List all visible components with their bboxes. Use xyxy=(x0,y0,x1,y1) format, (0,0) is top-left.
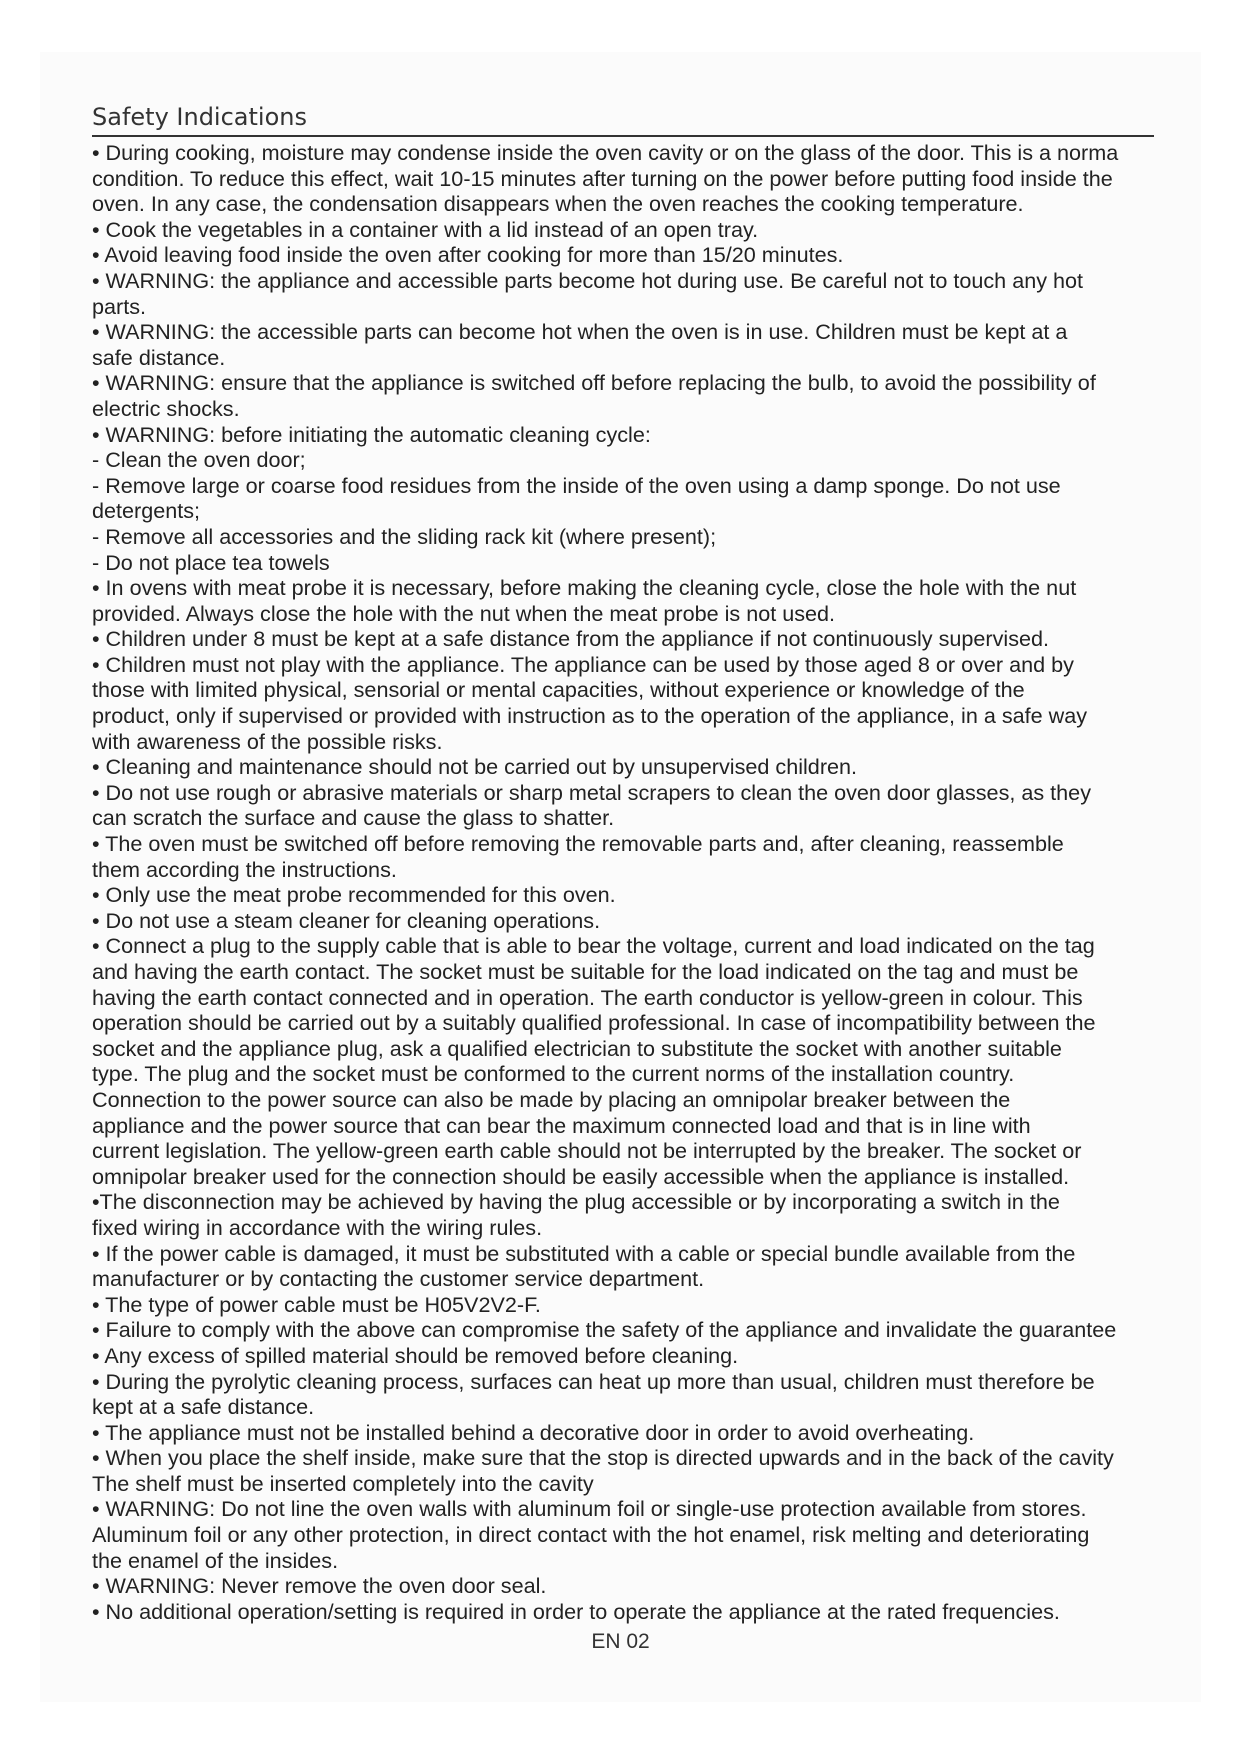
safety-item: • Do not use rough or abrasive materials or sharp metal scrapers to clean the oven door glasses, as they can scratch the surface and cause the glass to shatter. xyxy=(92,779,1091,831)
safety-item: • WARNING: the accessible parts can become hot when the oven is in use. Children must be kept at a safe distance. xyxy=(92,319,1068,370)
safety-item: • During the pyrolytic cleaning process, surfaces can heat up more than usual, children must therefore be kept at a safe distance. xyxy=(92,1368,1095,1420)
safety-item: •The disconnection may be achieved by having the plug accessible or by incorporating a switch in the fixed wiring in accordance with the wiring rules. xyxy=(92,1189,1060,1240)
safety-item: • The appliance must not be installed behind a decorative door in order to avoid overheating. xyxy=(92,1419,975,1445)
safety-item: - Remove all accessories and the sliding rack kit (where present); xyxy=(92,523,717,549)
page-number: EN 02 xyxy=(591,1630,650,1653)
safety-item: • Only use the meat probe recommended for this oven. xyxy=(92,882,616,908)
safety-item: • WARNING: the appliance and accessible parts become hot during use. Be careful not to touch any hot parts. xyxy=(92,267,1084,319)
safety-item: • WARNING: Never remove the oven door seal. xyxy=(92,1573,547,1599)
safety-item: • Connect a plug to the supply cable that is able to bear the voltage, current and load indicated on the tag and having the earth contact. The socket must be suitable for the load indicated on the tag and must be having the earth contact connected and in operation. The earth conductor is yellow-green in colour. This operation should be carried out by a suitably qualified professional. In case of incompatibility between the socket and the appliance plug, ask a qualified electrician to substitute the socket with another suitable type. The plug and the socket must be conformed to the current norms of the installation country. Connection to the power source can also be made by placing an omnipolar breaker between the appliance and the power source that can bear the maximum connected load and that is in line with current legislation. The yellow-green earth cable should not be interrupted by the breaker. The socket or omnipolar breaker used for the connection should be easily accessible when the appliance is installed. xyxy=(92,933,1096,1189)
safety-item: • Cleaning and maintenance should not be carried out by unsupervised children. xyxy=(92,754,858,780)
safety-item: • WARNING: before initiating the automatic cleaning cycle: xyxy=(92,421,651,447)
safety-item: • During cooking, moisture may condense inside the oven cavity or on the glass of the door. This is a norma condition. To reduce this effect, wait 10-15 minutes after turning on the power before putting food inside the oven. In any case, the condensation disappears when the oven reaches the cooking temperature. xyxy=(92,140,1119,217)
safety-item: • No additional operation/setting is required in order to operate the appliance at the rated frequencies. xyxy=(92,1598,1060,1624)
safety-item: • Any excess of spilled material should be removed before cleaning. xyxy=(92,1342,739,1368)
section-heading: Safety Indications xyxy=(92,100,1154,137)
safety-item: • Avoid leaving food inside the oven after cooking for more than 15/20 minutes. xyxy=(92,242,844,268)
safety-item: • If the power cable is damaged, it must be substituted with a cable or special bundle available from the manufacturer or by contacting the customer service department. xyxy=(92,1240,1076,1292)
safety-item: • WARNING: Do not line the oven walls with aluminum foil or single-use protection available from stores. Aluminum foil or any other protection, in direct contact with the hot enamel, risk melting and deteriorating the enamel of the insides. xyxy=(92,1496,1090,1573)
safety-item: • WARNING: ensure that the appliance is switched off before replacing the bulb, to avoid the possibility of electric shocks. xyxy=(92,370,1096,421)
safety-item: • Failure to comply with the above can compromise the safety of the appliance and invalidate the guarantee xyxy=(92,1317,1117,1343)
safety-item: - Remove large or coarse food residues from the inside of the oven using a damp sponge. Do not use detergents; xyxy=(92,472,1061,524)
safety-item: • Do not use a steam cleaner for cleaning operations. xyxy=(92,907,601,933)
safety-item: • In ovens with meat probe it is necessary, before making the cleaning cycle, close the hole with the nut provided. Always close the hole with the nut when the meat probe is not used. xyxy=(92,575,1077,626)
safety-item: • Children must not play with the appliance. The appliance can be used by those aged 8 or over and by those with limited physical, sensorial or mental capacities, without experience or knowledge of the product, only if supervised or provided with instruction as to the operation of the appliance, in a safe way with awareness of the possible risks. xyxy=(92,651,1088,754)
safety-item: • The oven must be switched off before removing the removable parts and, after cleaning, reassemble them according the instructions. xyxy=(92,831,1064,882)
safety-list xyxy=(92,140,1204,1624)
safety-item: • The type of power cable must be H05V2V2-F. xyxy=(92,1291,541,1317)
safety-item: - Clean the oven door; xyxy=(92,447,306,473)
safety-item: • When you place the shelf inside, make sure that the stop is directed upwards and in the back of the cavity The shelf must be inserted completely into the cavity xyxy=(92,1445,1114,1496)
safety-item: • Cook the vegetables in a container with a lid instead of an open tray. xyxy=(92,216,759,242)
safety-item: • Children under 8 must be kept at a safe distance from the appliance if not continuously supervised. xyxy=(92,626,1050,652)
safety-item: - Do not place tea towels xyxy=(92,549,330,575)
